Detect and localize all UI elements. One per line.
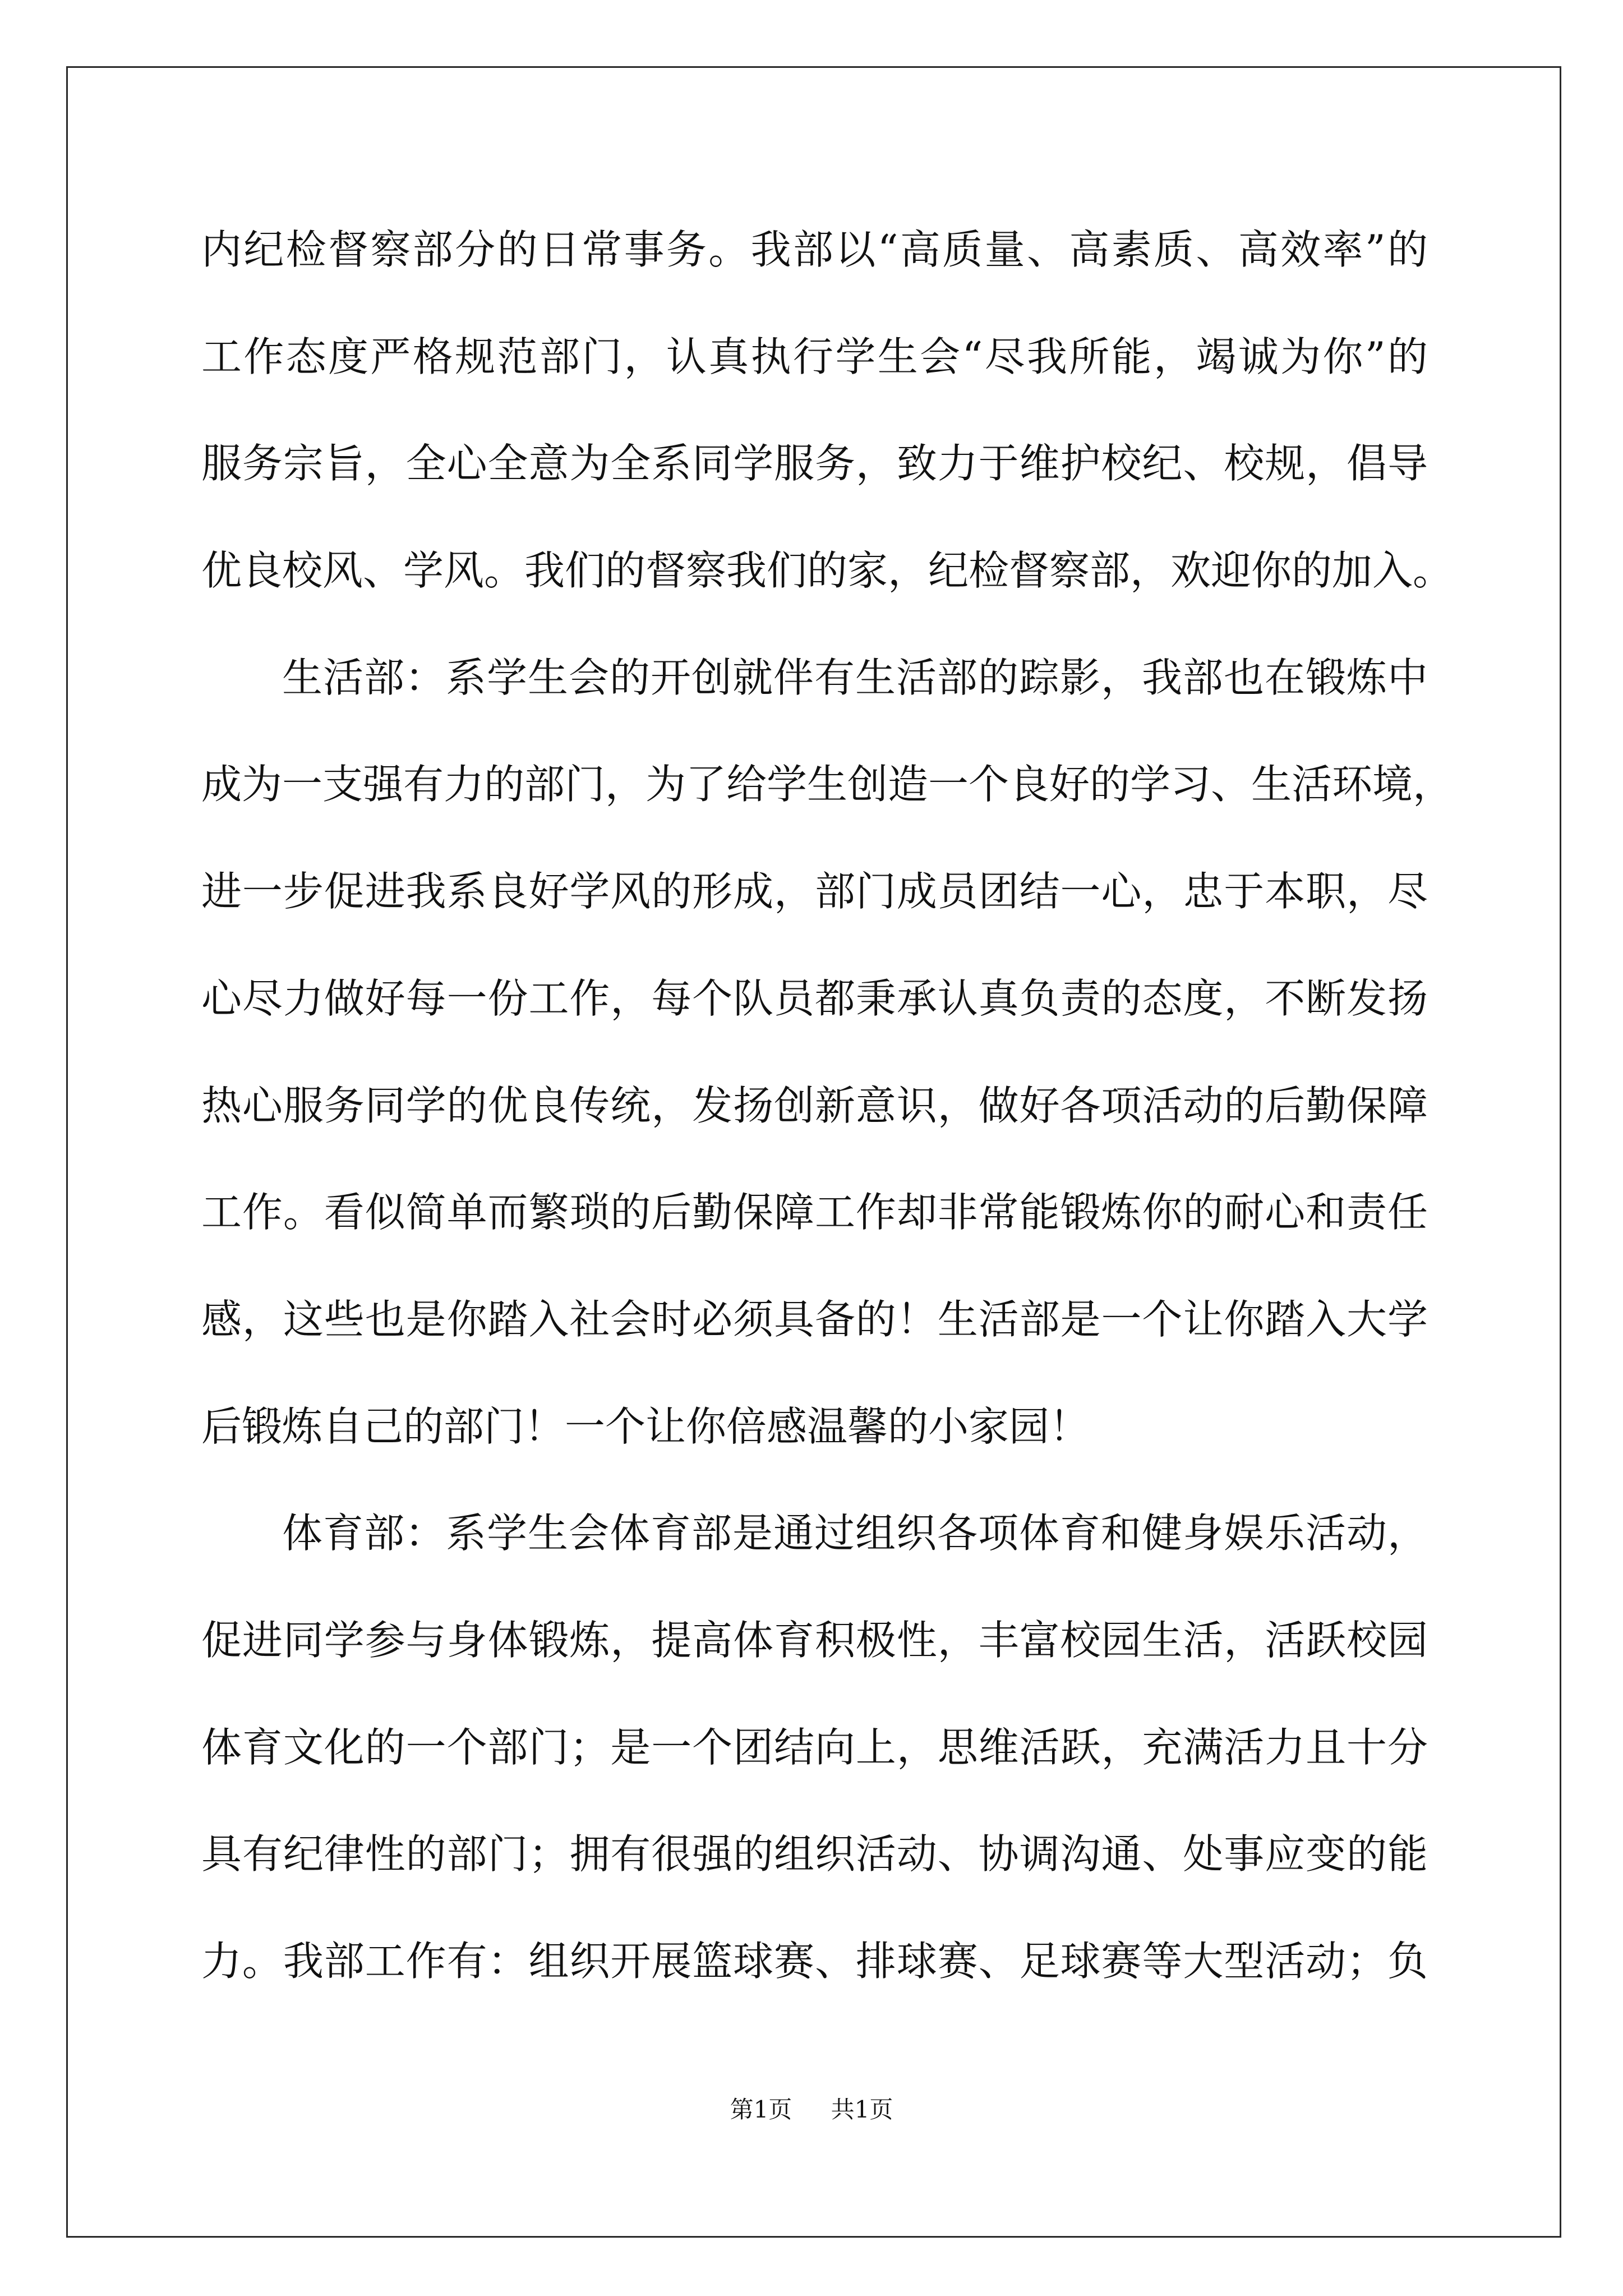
text-line: 具有纪律性的部门；拥有很强的组织活动、协调沟通、处事应变的能: [201, 1830, 1428, 1878]
body-text: [201, 196, 1454, 2015]
text-line: 热心服务同学的优良传统，发扬创新意识，做好各项活动的后勤保障: [201, 1082, 1428, 1129]
text-line: 工作态度严格规范部门，认真执行学生会“尽我所能，竭诚为你”的: [201, 333, 1428, 380]
text-line: 体育部：系学生会体育部是通过组织各项体育和健身娱乐活动，: [282, 1510, 1428, 1557]
text-line: 生活部：系学生会的开创就伴有生活部的踪影，我部也在锻炼中: [282, 654, 1428, 701]
text-line: 工作。看似简单而繁琐的后勤保障工作却非常能锻炼你的耐心和责任: [201, 1189, 1428, 1236]
text-line: 后锻炼自己的部门！一个让你倍感温馨的小家园！: [201, 1402, 1090, 1450]
text-line: 进一步促进我系良好学风的形成，部门成员团结一心，忠于本职，尽: [201, 868, 1428, 915]
text-line: 内纪检督察部分的日常事务。我部以“高质量、高素质、高效率”的: [201, 226, 1428, 273]
text-line: 促进同学参与身体锻炼，提高体育积极性，丰富校园生活，活跃校园: [201, 1616, 1428, 1664]
text-line: 力。我部工作有：组织开展篮球赛、排球赛、足球赛等大型活动；负: [201, 1938, 1428, 1985]
text-line: 心尽力做好每一份工作，每个队员都秉承认真负责的态度，不断发扬: [201, 974, 1428, 1022]
page-footer: [0, 2093, 1623, 2127]
text-line: 体育文化的一个部门；是一个团结向上，思维活跃，充满活力且十分: [201, 1723, 1428, 1771]
text-line: 感，这些也是你踏入社会时必须具备的！生活部是一个让你踏入大学: [201, 1295, 1428, 1343]
page-total: 共1页: [831, 2096, 893, 2123]
text-line: 优良校风、学风。我们的督察我们的家，纪检督察部，欢迎你的加入。: [201, 547, 1454, 595]
paragraph-life-department: [201, 624, 1454, 1480]
text-line: 成为一支强有力的部门，为了给学生创造一个良好的学习、生活环境，: [201, 761, 1454, 808]
paragraph-sports-department: [201, 1480, 1428, 2014]
paragraph-discipline-inspection: [201, 196, 1454, 624]
text-line: 服务宗旨，全心全意为全系同学服务，致力于维护校纪、校规，倡导: [201, 440, 1428, 487]
page-number: 第1页: [730, 2096, 792, 2123]
